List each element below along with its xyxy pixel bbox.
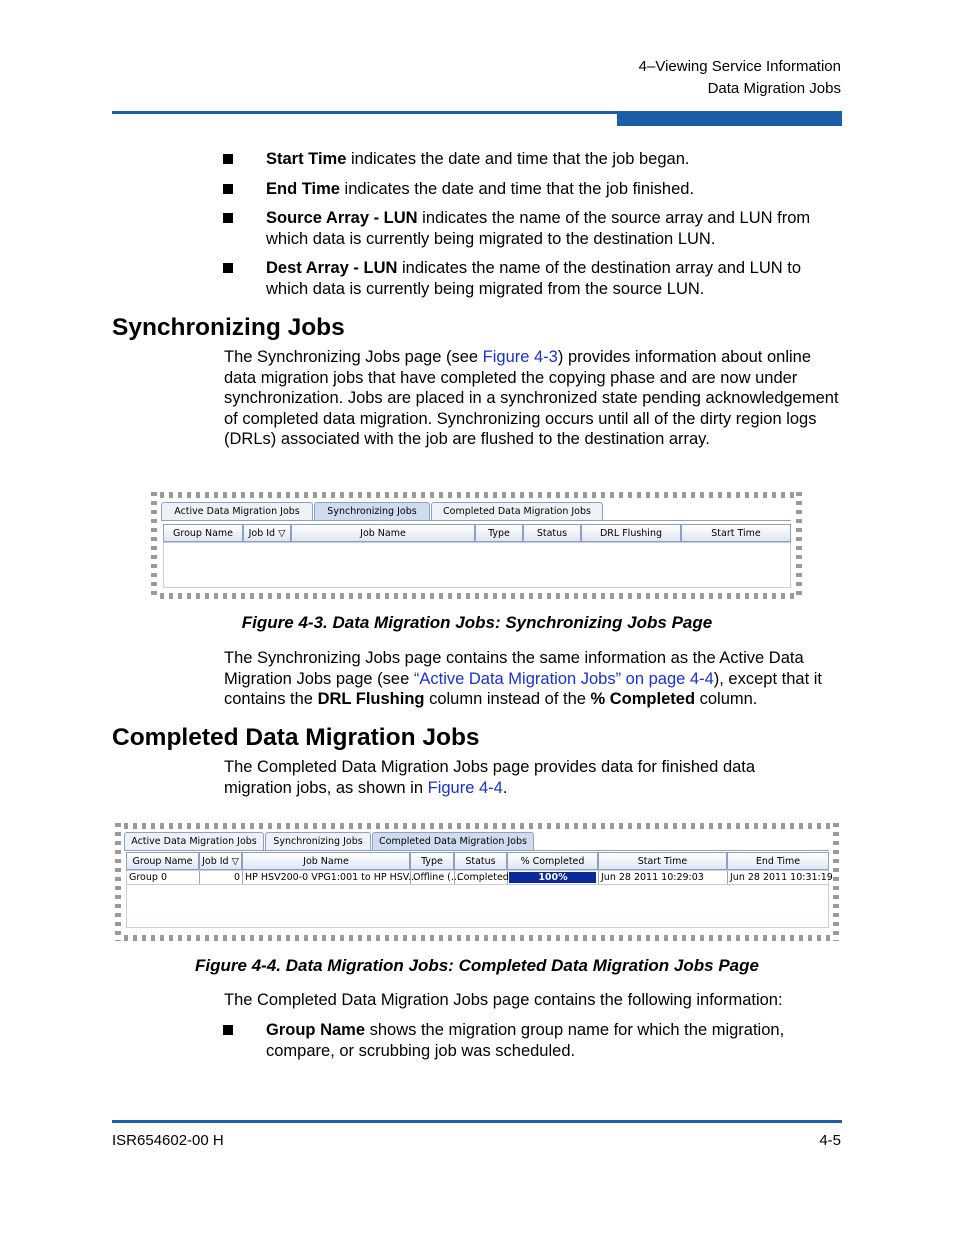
bullet-end-time: End Time indicates the date and time that the job finished. <box>266 180 695 198</box>
figure-4-4-screenshot <box>115 823 839 941</box>
tab-completed-jobs[interactable]: Completed Data Migration Jobs <box>431 502 603 520</box>
cell-percent-completed <box>508 871 599 884</box>
bullet-dest-array: Dest Array - LUN indicates the name of the destination array and LUN to which data is currently being migrated from the source LUN. <box>266 259 801 298</box>
torn-edge-top <box>151 492 802 498</box>
bullet-square <box>223 213 233 223</box>
table-row[interactable] <box>127 871 833 885</box>
figure-4-4-link[interactable]: Figure 4-4 <box>427 778 503 797</box>
completed-paragraph-2: The Completed Data Migration Jobs page contains the following information: <box>224 991 783 1009</box>
column-start-time[interactable]: Start Time <box>598 852 727 870</box>
header-block <box>617 111 842 126</box>
column-job-name[interactable]: Job Name <box>242 852 410 870</box>
cell-start-time: Jun 28 2011 10:29:03 <box>599 871 728 884</box>
sync-paragraph-1: The Synchronizing Jobs page (see Figure 4-3) provides information about online data migration jobs that have completed the copying phase and are now under synchronization. Jobs are placed in a synchronized state pending acknowledgement of completed data migration. Synchronizing occurs until all of the dirty region logs (DRLs) associated with the job are flushed to the destination array. <box>224 348 839 448</box>
bullet-source-array: Source Array - LUN indicates the name of the source array and LUN from which data is currently being migrated to the destination LUN. <box>266 209 811 248</box>
column-type[interactable]: Type <box>410 852 454 870</box>
column-start-time[interactable]: Start Time <box>681 524 791 542</box>
column-type[interactable]: Type <box>475 524 523 542</box>
bullet-group-name: Group Name shows the migration group name for which the migration, compare, or scrubbing job was scheduled. <box>266 1021 785 1060</box>
figure-4-3-caption: Figure 4-3. Data Migration Jobs: Synchronizing Jobs Page <box>241 613 713 632</box>
column-job-id[interactable]: Job Id ▽ <box>199 852 242 870</box>
bullet-square <box>223 263 233 273</box>
torn-edge-right <box>796 492 802 599</box>
footer-page-number: 4-5 <box>819 1132 841 1149</box>
figure-4-3-link[interactable]: Figure 4-3 <box>482 348 558 366</box>
cell-type: Offline (... <box>413 872 460 883</box>
column-group-name[interactable]: Group Name <box>126 852 199 870</box>
torn-edge-right <box>833 823 839 941</box>
header-chapter: 4–Viewing Service Information <box>638 58 841 75</box>
bullet-square <box>223 154 233 164</box>
figure-4-4-caption: Figure 4-4. Data Migration Jobs: Completed Data Migration Jobs Page <box>195 956 759 975</box>
footer-doc-number: ISR654602-00 H <box>112 1132 224 1149</box>
torn-edge-top <box>115 823 839 829</box>
cell-group-name: Group 0 <box>127 871 200 884</box>
active-jobs-link[interactable]: “Active Data Migration Jobs” on page 4-4 <box>413 669 714 688</box>
column-status[interactable]: Status <box>523 524 581 542</box>
figure-4-3-screenshot <box>151 492 802 599</box>
column-job-id[interactable]: Job Id ▽ <box>243 524 291 542</box>
table-body <box>163 542 791 588</box>
column-end-time[interactable]: End Time <box>727 852 829 870</box>
completed-paragraph-1: The Completed Data Migration Jobs page provides data for finished data migration jobs, as shown in Figure 4-4. <box>224 758 756 797</box>
section-heading-completed: Completed Data Migration Jobs <box>112 724 480 751</box>
cell-end-time: Jun 28 2011 10:31:19 <box>730 872 833 883</box>
column-job-name[interactable]: Job Name <box>291 524 475 542</box>
footer-rule <box>112 1120 842 1123</box>
cell-status: Completed <box>457 872 509 883</box>
torn-edge-left <box>151 492 157 599</box>
progress-bar-label: 100% <box>538 872 568 883</box>
bullet-square <box>223 1025 233 1035</box>
tab-active-jobs[interactable]: Active Data Migration Jobs <box>124 832 264 850</box>
tab-synchronizing-jobs[interactable]: Synchronizing Jobs <box>314 502 430 520</box>
tab-completed-jobs[interactable]: Completed Data Migration Jobs <box>372 832 534 850</box>
torn-edge-bottom <box>151 593 802 599</box>
tab-synchronizing-jobs[interactable]: Synchronizing Jobs <box>265 832 371 850</box>
column-percent-completed[interactable]: % Completed <box>507 852 598 870</box>
section-heading-sync: Synchronizing Jobs <box>112 314 345 341</box>
header-section: Data Migration Jobs <box>707 80 841 97</box>
tab-active-jobs[interactable]: Active Data Migration Jobs <box>161 502 313 520</box>
torn-edge-left <box>115 823 121 941</box>
bullet-square <box>223 184 233 194</box>
torn-edge-bottom <box>115 935 839 941</box>
cell-job-name: HP HSV200-0 VPG1:001 to HP HSV... <box>245 872 418 883</box>
bullet-start-time: Start Time indicates the date and time that the job began. <box>266 150 690 168</box>
column-drl-flushing[interactable]: DRL Flushing <box>581 524 681 542</box>
cell-job-id: 0 <box>200 871 243 884</box>
column-status[interactable]: Status <box>454 852 507 870</box>
sync-paragraph-2: The Synchronizing Jobs page contains the same information as the Active Data Migration Jobs page (see “Active Data Migration Jobs” on page 4-4), except that it contains the DRL Flushing column instead of the % Completed column. <box>224 649 822 708</box>
table-body <box>126 870 833 928</box>
column-group-name[interactable]: Group Name <box>163 524 243 542</box>
